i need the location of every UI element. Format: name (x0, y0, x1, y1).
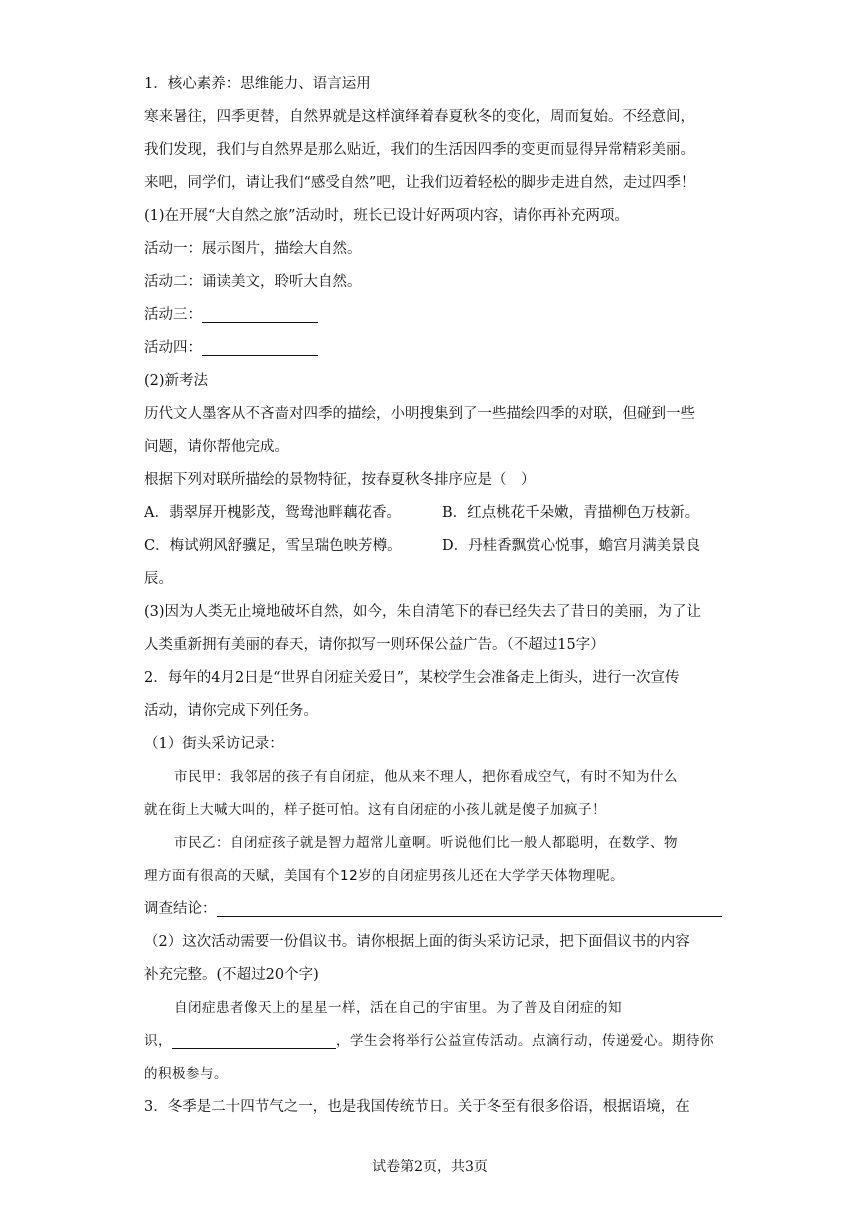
option-d[interactable]: D．丹桂香飘赏心悦事，蟾宫月满美景良 (442, 538, 701, 554)
option-d-continuation: 辰。 (144, 571, 173, 587)
proposal-post: ，学生会将举行公益宣传活动。点滴行动，传递爱心。期待你 (336, 1033, 714, 1049)
q1-part3-line: (3)因为人类无止境地破坏自然，如今，朱自清笔下的春已经失去了昔日的美丽，为了让 (144, 604, 702, 620)
page-footer: 试卷第2页，共3页 (372, 1159, 488, 1175)
conclusion-blank[interactable] (217, 900, 722, 917)
q1-part2-question: 根据下列对联所描绘的景物特征，按春夏秋冬排序应是（ ） (144, 472, 536, 488)
exam-page (144, 68, 719, 1124)
q1-part2-text: 问题，请你帮他完成。 (144, 439, 289, 455)
options-row-ab (144, 497, 719, 530)
proposal-blank-row (144, 1025, 719, 1058)
citizen-b-line: 理方面有很高的天赋，美国有个12岁的自闭症男孩儿还在大学学天体物理呢。 (144, 868, 625, 884)
activity-4-row (144, 332, 719, 365)
q1-part1-prompt: (1)在开展“大自然之旅”活动时，班长已设计好两项内容，请你再补充两项。 (144, 208, 629, 224)
conclusion-label: 调查结论： (144, 901, 217, 917)
q3-heading: 3．冬季是二十四节气之一，也是我国传统节日。关于冬至有很多俗语，根据语境，在 (144, 1099, 690, 1115)
citizen-b-line: 市民乙：自闭症孩子就是智力超常儿童啊。听说他们比一般人都聪明，在数学、物 (174, 835, 678, 851)
options-row-cd (144, 530, 719, 563)
q1-intro-line: 来吧，同学们，请让我们“感受自然”吧，让我们迈着轻松的脚步走进自然，走过四季！ (144, 175, 696, 191)
q2-sub1-label: （1）街头采访记录： (144, 736, 284, 752)
activity-4-label: 活动四： (144, 340, 202, 356)
activity-4-blank[interactable] (202, 339, 318, 356)
activity-3-label: 活动三： (144, 307, 202, 323)
q2-sub2-line: （2）这次活动需要一份倡议书。请你根据上面的街头采访记录，把下面倡议书的内容 (144, 934, 690, 950)
citizen-a-line: 市民甲：我邻居的孩子有自闭症，他从来不理人，把你看成空气，有时不知为什么 (174, 769, 678, 785)
q1-part3-line: 人类重新拥有美丽的春天，请你拟写一则环保公益广告。（不超过15字） (144, 637, 605, 653)
citizen-a-line: 就在街上大喊大叫的，样子挺可怕。这有自闭症的小孩儿就是傻子加疯子！ (144, 802, 606, 818)
q1-part2-label: (2)新考法 (144, 373, 209, 389)
conclusion-row (144, 893, 719, 926)
proposal-line: 自闭症患者像天上的星星一样，活在自己的宇宙里。为了普及自闭症的知 (174, 1000, 622, 1016)
q1-heading: 1．核心素养：思维能力、语言运用 (144, 76, 371, 92)
activity-1: 活动一：展示图片，描绘大自然。 (144, 241, 362, 257)
q2-heading-line: 2．每年的4月2日是“世界自闭症关爱日”，某校学生会准备走上街头，进行一次宣传 (144, 670, 680, 686)
activity-2: 活动二：诵读美文，聆听大自然。 (144, 274, 362, 290)
activity-3-row (144, 299, 719, 332)
option-c[interactable]: C．梅试朔风舒骥足，雪呈瑞色映芳樽。 (144, 538, 402, 554)
proposal-pre: 识， (144, 1033, 172, 1049)
proposal-line: 的积极参与。 (144, 1066, 228, 1082)
q1-intro-line: 寒来暑往，四季更替，自然界就是这样演绎着春夏秋冬的变化，周而复始。不经意间， (144, 109, 695, 125)
q2-heading-line: 活动，请你完成下列任务。 (144, 703, 318, 719)
activity-3-blank[interactable] (202, 306, 318, 323)
option-a[interactable]: A．翡翠屏开槐影茂，鸳鸯池畔藕花香。 (144, 505, 401, 521)
q1-intro-line: 我们发现，我们与自然界是那么贴近，我们的生活因四季的变更而显得异常精彩美丽。 (144, 142, 695, 158)
option-b[interactable]: B．红点桃花千朵嫩，青描柳色万枝新。 (442, 505, 700, 521)
q2-sub2-line: 补充完整。(不超过20个字) (144, 967, 319, 983)
proposal-blank[interactable] (172, 1032, 336, 1049)
q1-part2-text: 历代文人墨客从不吝啬对四季的描绘，小明搜集到了一些描绘四季的对联，但碰到一些 (144, 406, 695, 422)
